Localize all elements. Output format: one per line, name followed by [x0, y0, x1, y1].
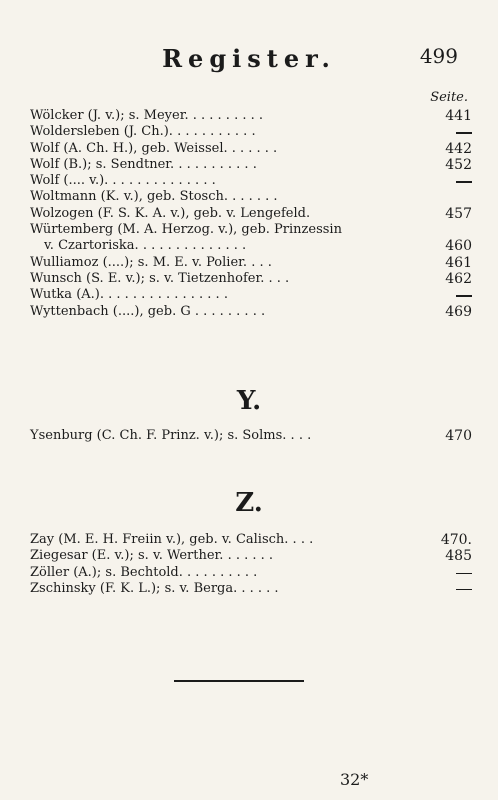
printer-signature: 32*: [340, 770, 369, 789]
index-entry: Woltmann (K. v.), geb. Stosch. . . . . . .: [30, 189, 278, 205]
page-number: 499: [419, 44, 458, 68]
index-entry: Zschinsky (F. K. L.); s. v. Berga. . . . . .: [30, 581, 472, 597]
page-dash: [456, 589, 472, 590]
index-entry: Zöller (A.); s. Bechtold. . . . . . . . . .: [30, 565, 472, 581]
index-entry: Wolf (B.); s. Sendtner. . . . . . . . . . . 452: [30, 156, 472, 173]
index-entry: Wolf (A. Ch. H.), geb. Weissel. . . . . . . 442: [30, 140, 472, 157]
section-w-entries: [30, 108, 472, 320]
page-heading: Register.: [162, 44, 336, 73]
section-letter-z: Z.: [235, 488, 263, 518]
page-dash: [456, 181, 472, 182]
section-letter-y: Y.: [236, 386, 262, 416]
end-rule: [174, 680, 304, 682]
section-z-entries: [30, 532, 472, 597]
index-entry: Wolf (.... v.). . . . . . . . . . . . . .: [30, 173, 472, 189]
index-entry: v. Czartoriska. . . . . . . . . . . . . . 460: [44, 238, 472, 255]
index-entry: Wolzogen (F. S. K. A. v.), geb. v. Lengefeld. 457: [30, 205, 472, 222]
index-entry: Wyttenbach (....), geb. G . . . . . . . . . 469: [30, 303, 472, 320]
index-entry: Wölcker (J. v.); s. Meyer. . . . . . . . . . 441: [30, 108, 472, 124]
page-column-label: Seite.: [430, 90, 468, 105]
index-entry: Ysenburg (C. Ch. F. Prinz. v.); s. Solms. . . . 470: [30, 428, 472, 444]
index-entry: Wulliamoz (....); s. M. E. v. Polier. . . . 461: [30, 254, 472, 271]
index-entry: Wunsch (S. E. v.); s. v. Tietzenhofer. . . . 462: [30, 270, 472, 287]
section-y-entries: [30, 428, 472, 444]
index-entry: Woldersleben (J. Ch.). . . . . . . . . . .: [30, 124, 472, 140]
page-dash: [456, 573, 472, 574]
page-dash: [456, 132, 472, 133]
index-entry: Würtemberg (M. A. Herzog. v.), geb. Prinzessin: [30, 222, 342, 238]
index-entry: Ziegesar (E. v.); s. v. Werther. . . . . . . 485: [30, 548, 472, 565]
index-entry: Wutka (A.). . . . . . . . . . . . . . . .: [30, 287, 472, 303]
index-entry: Zay (M. E. H. Freiin v.), geb. v. Calisch. . . . 470.: [30, 532, 472, 548]
page-dash: [456, 295, 472, 296]
